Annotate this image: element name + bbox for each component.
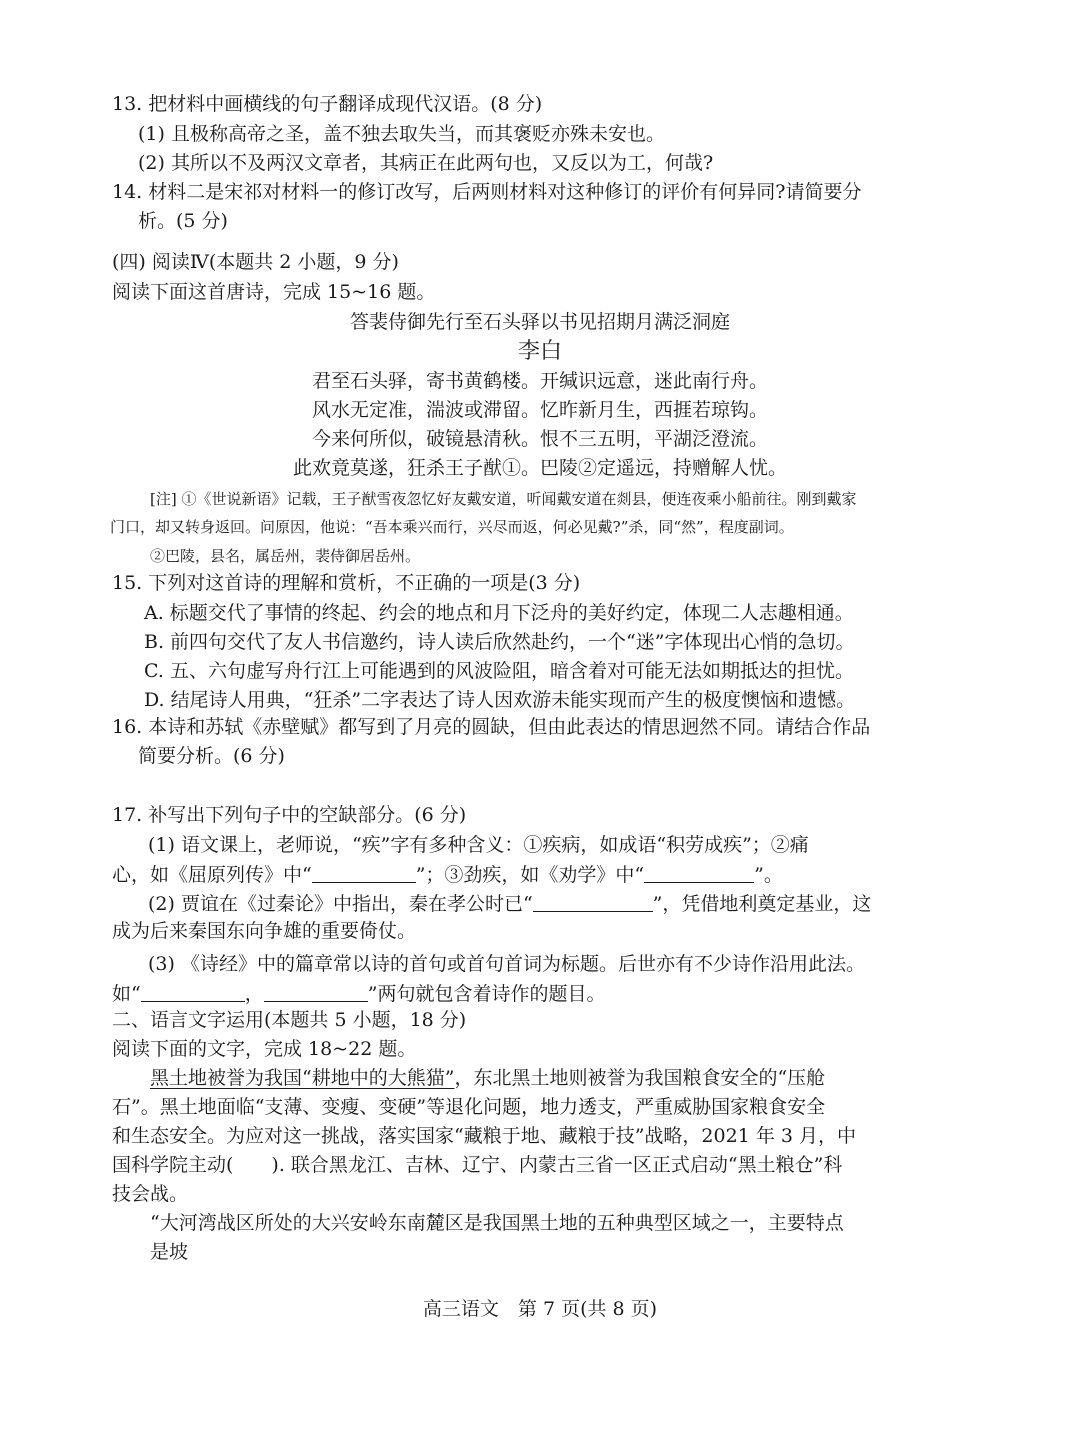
section-4-heading: (四) 阅读Ⅳ(本题共 2 小题，9 分) xyxy=(112,251,399,273)
passage-line-1 xyxy=(150,1069,825,1088)
q17-1-prefix: 心，如《屈原列传》中“ xyxy=(112,864,312,886)
question-17-item-3-line-1: (3) 《诗经》中的篇章常以诗的首句或首句首词为标题。后世亦有不少诗作沿用此法。 xyxy=(148,953,865,975)
q17-3-suffix: ”两句就包含着诗作的题目。 xyxy=(367,983,606,1005)
poem-line-3: 今来何所似，破镜悬清秋。恨不三五明，平湖泛澄流。 xyxy=(311,428,768,450)
q17-3-middle: ， xyxy=(244,983,264,1005)
passage-line-1-rest: ，东北黑土地则被誉为我国粮食安全的“压舱 xyxy=(454,1067,826,1089)
question-17-item-3-line-2 xyxy=(112,983,605,1004)
question-17-item-1-line-2 xyxy=(112,864,783,885)
q17-2-suffix: ”，凭借地利奠定基业，这 xyxy=(652,893,872,915)
question-15: 15. 下列对这首诗的理解和赏析，不正确的一项是(3 分) xyxy=(112,572,581,594)
passage-line-6: “大河湾战区所处的大兴安岭东南麓区是我国黑土地的五种典型区域之一，主要特点 xyxy=(150,1212,844,1234)
poem-line-2: 风水无定准，湍波或滞留。忆昨新月生，西捱若琼钩。 xyxy=(311,399,768,421)
question-13-item-1: (1) 且极称高帝之圣，盖不独去取失当，而其褒贬亦殊未安也。 xyxy=(138,123,665,145)
poem-line-1: 君至石头驿，寄书黄鹤楼。开缄识远意，迷此南行舟。 xyxy=(311,370,768,392)
section-4-intro: 阅读下面这首唐诗，完成 15~16 题。 xyxy=(112,281,436,303)
section-2-intro: 阅读下面的文字，完成 18~22 题。 xyxy=(112,1038,417,1060)
question-17-item-2-line-1 xyxy=(148,893,871,914)
answer-blank-2[interactable] xyxy=(644,864,754,883)
question-16-line-2: 简要分析。(6 分) xyxy=(138,745,285,767)
passage-line-5: 技会战。 xyxy=(112,1183,189,1205)
question-15-option-c: C. 五、六句虚写舟行江上可能遇到的风波险阻，暗含着对可能无法如期抵达的担忧。 xyxy=(144,660,854,682)
question-14-line-2: 析。(5 分) xyxy=(138,210,228,232)
q17-1-middle: ”；③劲疾，如《劝学》中“ xyxy=(415,864,645,886)
answer-blank-3[interactable] xyxy=(533,893,653,912)
question-16-line-1: 16. 本诗和苏轼《赤壁赋》都写到了月亮的圆缺，但由此表达的情思迥然不同。请结合作品 xyxy=(112,716,871,738)
question-17-item-2-line-2: 成为后来秦国东向争雄的重要倚仗。 xyxy=(112,920,417,942)
question-13: 13. 把材料中画横线的句子翻译成现代汉语。(8 分) xyxy=(112,93,543,115)
poem-note-1-line-1: [注] ①《世说新语》记载，王子猷雪夜忽忆好友戴安道，听闻戴安道在剡县，便连夜乘小船前往。刚到戴家 xyxy=(150,490,857,508)
poem-line-4: 此欢竟莫遂，狂杀王子猷①。巴陵②定遥远，持赠解人忧。 xyxy=(292,457,787,479)
poem-title: 答裴侍御先行至石头驿以书见招期月满泛洞庭 xyxy=(349,311,730,333)
poem-author: 李白 xyxy=(517,339,562,364)
question-17: 17. 补写出下列句子中的空缺部分。(6 分) xyxy=(112,804,467,826)
question-13-item-2: (2) 其所以不及两汉文章者，其病正在此两句也，又反以为工，何哉? xyxy=(138,152,714,174)
question-15-option-b: B. 前四句交代了友人书信邀约，诗人读后欣然赴约，一个“迷”字体现出心悄的急切。 xyxy=(144,631,855,653)
question-15-option-d: D. 结尾诗人用典，“狂杀”二字表达了诗人因欢游未能实现而产生的极度懊恼和遗憾。 xyxy=(144,689,856,711)
q17-1-suffix: ”。 xyxy=(754,864,783,886)
answer-blank-4[interactable] xyxy=(141,983,245,1002)
question-17-item-1-line-1: (1) 语文课上，老师说，“疾”字有多种含义：①疾病，如成语“积劳成疾”；②痛 xyxy=(148,834,809,856)
q17-2-prefix: (2) 贾谊在《过秦论》中指出，秦在孝公时已“ xyxy=(148,893,533,915)
poem-note-1-line-2: 门口，却又转身返回。问原因，他说：“吾本乘兴而行，兴尽而返，何必见戴?”杀，同“然”，程度副词。 xyxy=(110,518,794,536)
section-2-heading: 二、语言文字运用(本题共 5 小题，18 分) xyxy=(112,1009,467,1031)
passage-line-3: 和生态安全。为应对这一挑战，落实国家“藏粮于地、藏粮于技”战略，2021 年 3 月，中 xyxy=(112,1125,856,1147)
q17-3-prefix: 如“ xyxy=(112,983,141,1005)
underlined-sentence: 黑土地被誉为我国“耕地中的大熊猫” xyxy=(150,1067,455,1089)
passage-line-2: 石”。黑土地面临“支薄、变瘦、变硬”等退化问题，地力透支，严重威胁国家粮食安全 xyxy=(112,1096,826,1118)
page-footer: 高三语文 第 7 页(共 8 页) xyxy=(422,1298,658,1320)
answer-blank-1[interactable] xyxy=(312,864,416,883)
answer-blank-5[interactable] xyxy=(264,983,368,1002)
question-14-line-1: 14. 材料二是宋祁对材料一的修订改写，后两则材料对这种修订的评价有何异同?请简要分 xyxy=(112,181,862,203)
passage-line-4: 国科学院主动( ). 联合黑龙江、吉林、辽宁、内蒙古三省一区正式启动“黑土粮仓”科 xyxy=(112,1154,843,1176)
passage-line-7: 是坡 xyxy=(150,1241,189,1263)
question-15-option-a: A. 标题交代了事情的终起、约会的地点和月下泛舟的美好约定，体现二人志趣相通。 xyxy=(144,602,854,624)
poem-note-2: ②巴陵，县名，属岳州，裴侍御居岳州。 xyxy=(150,547,421,565)
